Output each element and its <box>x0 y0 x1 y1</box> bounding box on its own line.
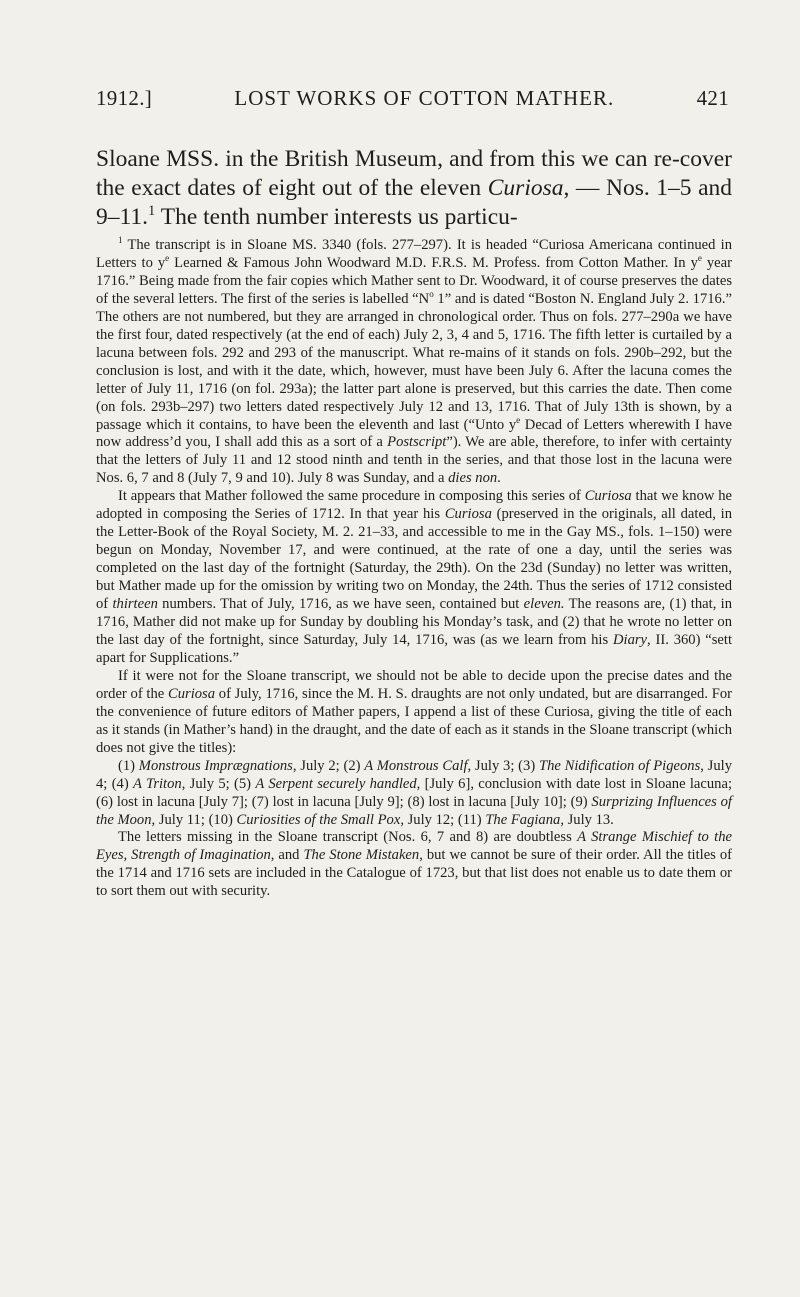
text: The letters missing in the Sloane transcript (Nos. 6, 7 and 8) are doubtless <box>118 829 578 846</box>
header-title: LOST WORKS OF COTTON MATHER. <box>234 86 615 110</box>
body-text: The tenth number interests us particu- <box>155 204 518 230</box>
italic-text: Diary <box>612 631 648 648</box>
footnote <box>96 237 732 901</box>
text: The transcript is in Sloane MS. 3340 (fols. 277–297). It is headed “Curiosa Americana continued in Letters to y <box>96 237 732 271</box>
italic-text: Postscript <box>387 434 447 451</box>
text: Learned & Famous John Woodward M.D. F.R.S. M. Profess. from Cotton Mather. In y <box>169 254 698 271</box>
header-year: 1912.] <box>96 86 153 110</box>
footnote-paragraph-5 <box>96 829 732 901</box>
footnote-marker: 1 <box>118 235 123 246</box>
text: It appears that Mather followed the same procedure in composing this series of <box>118 488 585 505</box>
text: The reasons are, (1) that, in 1716, Mather did not make up for Sunday by doubling his Monday’s task, and (2) that he wrote no letter on the last day of the fortnight, since Saturday, July 14, 1716, was (as we learn from his <box>96 596 732 648</box>
text: numbers. That of July, 1716, as we have seen, contained but <box>157 596 524 613</box>
footnote-paragraph-3 <box>96 668 732 758</box>
text: ”). We are able, therefore, to infer with certainty that the letters of July 11 and 12 stood ninth and tenth in the series, and that those lost in the lacuna were Nos. 6, 7 and 8 (July 7, 9 and 10). July 8 was Sunday, and a <box>96 434 732 487</box>
italic-text: Curiosa <box>168 685 216 702</box>
text: 1” and is dated “Boston N. England July 2. 1716.” The others are not numbered, but they are arranged in chronological order. Thus on fols. 277–290a we have the first four, dated respectively (at the end of each) July 2, 3, 4 and 5, 1716. The fifth letter is curtailed by a lacuna between fols. 292 and 293 of the manuscript. What re-mains of it stands on fols. 290b–292, but the conclusion is lost, and with it the date, which, however, must have been July 6. After the lacuna comes the letter of July 11, 1716 (on fol. 293a); the latter part alone is preserved, but this carries the date. Then come (on fols. 293b–297) two letters dated respectively July 12 and 13, 1716. That of July 13th is shown, by a passage which it contains, to have been the eleventh and last (“Unto y <box>96 290 732 433</box>
italic-text: dies non <box>448 470 498 487</box>
list-item: (5) A Serpent securely handled, [July 6], conclusion with date lost in Sloane lacuna; <box>234 775 733 792</box>
superscript: e <box>697 253 702 264</box>
text: that we know he adopted in composing the Series of 1712. In that year his <box>96 488 732 523</box>
list-item: (9) Surprizing Influences of the Moon, July 11; <box>96 793 732 828</box>
running-head <box>96 86 729 111</box>
footnote-paragraph-2 <box>96 488 732 668</box>
body-text: Sloane MSS. in the British Museum, and from this we can re-cover the exact dates of eight out of the eleven <box>96 146 732 201</box>
text: (preserved in the originals, all dated, in the Letter-Book of the Royal Society, M. 2. 21–33, and accessible to me in the Gay MS., fols. 1–150) were begun on Monday, November 17, and were continued, at the rate of one a day, until the series was completed on the last day of the fortnight (Saturday, the 29th). On the 23d (Sunday) no letter was written, but Mather made up for the omission by writing two on Monday, the 24th. Thus the series of 1712 consisted of <box>96 506 732 613</box>
italic-text: thirteen <box>112 596 158 613</box>
list-item: (6) lost in lacuna [July 7]; <box>96 793 252 810</box>
italic-text: Curiosa <box>584 488 632 505</box>
text: year 1716.” Being made from the fair copies which Mather sent to Dr. Woodward, it of course preserves the dates of the several letters. The first of the series is labelled “N <box>96 254 733 307</box>
list-item: (2) A Monstrous Calf, July 3; <box>343 757 519 774</box>
text: of July, 1716, since the M. H. S. draughts are not only undated, but are disarranged. For the convenience of future editors of Mather papers, I append a list of these Curiosa, giving the title of each as it stands (in Mather’s hand) in the draught, and the date of each as it stands in the Sloane transcript (which does not give the titles): <box>96 685 733 756</box>
text: , but we cannot be sure of their order. All the titles of the 1714 and 1716 sets are included in the Catalogue of 1723, but that list does not enable us to date them or to sort them out with security. <box>96 847 732 900</box>
list-item: (3) The Nidification of Pigeons, July 4; <box>96 757 732 792</box>
italic-text: The Stone Mistaken <box>303 847 420 864</box>
italic-text: A Strange Mischief to the Eyes, Strength of Imagination <box>96 829 732 864</box>
curiosa-list <box>96 758 732 830</box>
footnote-reference[interactable]: 1 <box>148 203 156 220</box>
superscript: o <box>429 289 434 299</box>
body-italic: Curiosa <box>487 175 564 201</box>
text: If it were not for the Sloane transcript, we should not be able to decide upon the precise dates and the order of the <box>96 667 732 702</box>
text: , II. 360) “sett apart for Supplications.” <box>96 631 732 666</box>
page-number: 421 <box>696 86 729 110</box>
superscript: e <box>516 414 521 425</box>
list-item: (10) Curiosities of the Small Pox, July 12; <box>208 811 458 828</box>
italic-text: Curiosa <box>444 506 492 523</box>
footnote-paragraph-1 <box>96 237 732 488</box>
list-item: (1) Monstrous Imprægnations, July 2; <box>118 757 344 774</box>
text: . <box>497 470 501 487</box>
body-text: , — Nos. 1–5 and 9–11. <box>96 175 733 230</box>
list-item: (11) The Fagiana, July 13. <box>457 811 614 828</box>
body-paragraph <box>96 145 732 232</box>
text: , and <box>270 847 304 864</box>
list-item: (7) lost in lacuna [July 9]; <box>251 793 408 810</box>
italic-text: eleven. <box>523 596 565 613</box>
text: Decad of Letters wherewith I have now address’d you, I shall add this as a sort of a <box>96 416 732 451</box>
list-item: (4) A Triton, July 5; <box>111 775 235 792</box>
superscript: e <box>165 253 170 264</box>
list-item: (8) lost in lacuna [July 10]; <box>407 793 571 810</box>
